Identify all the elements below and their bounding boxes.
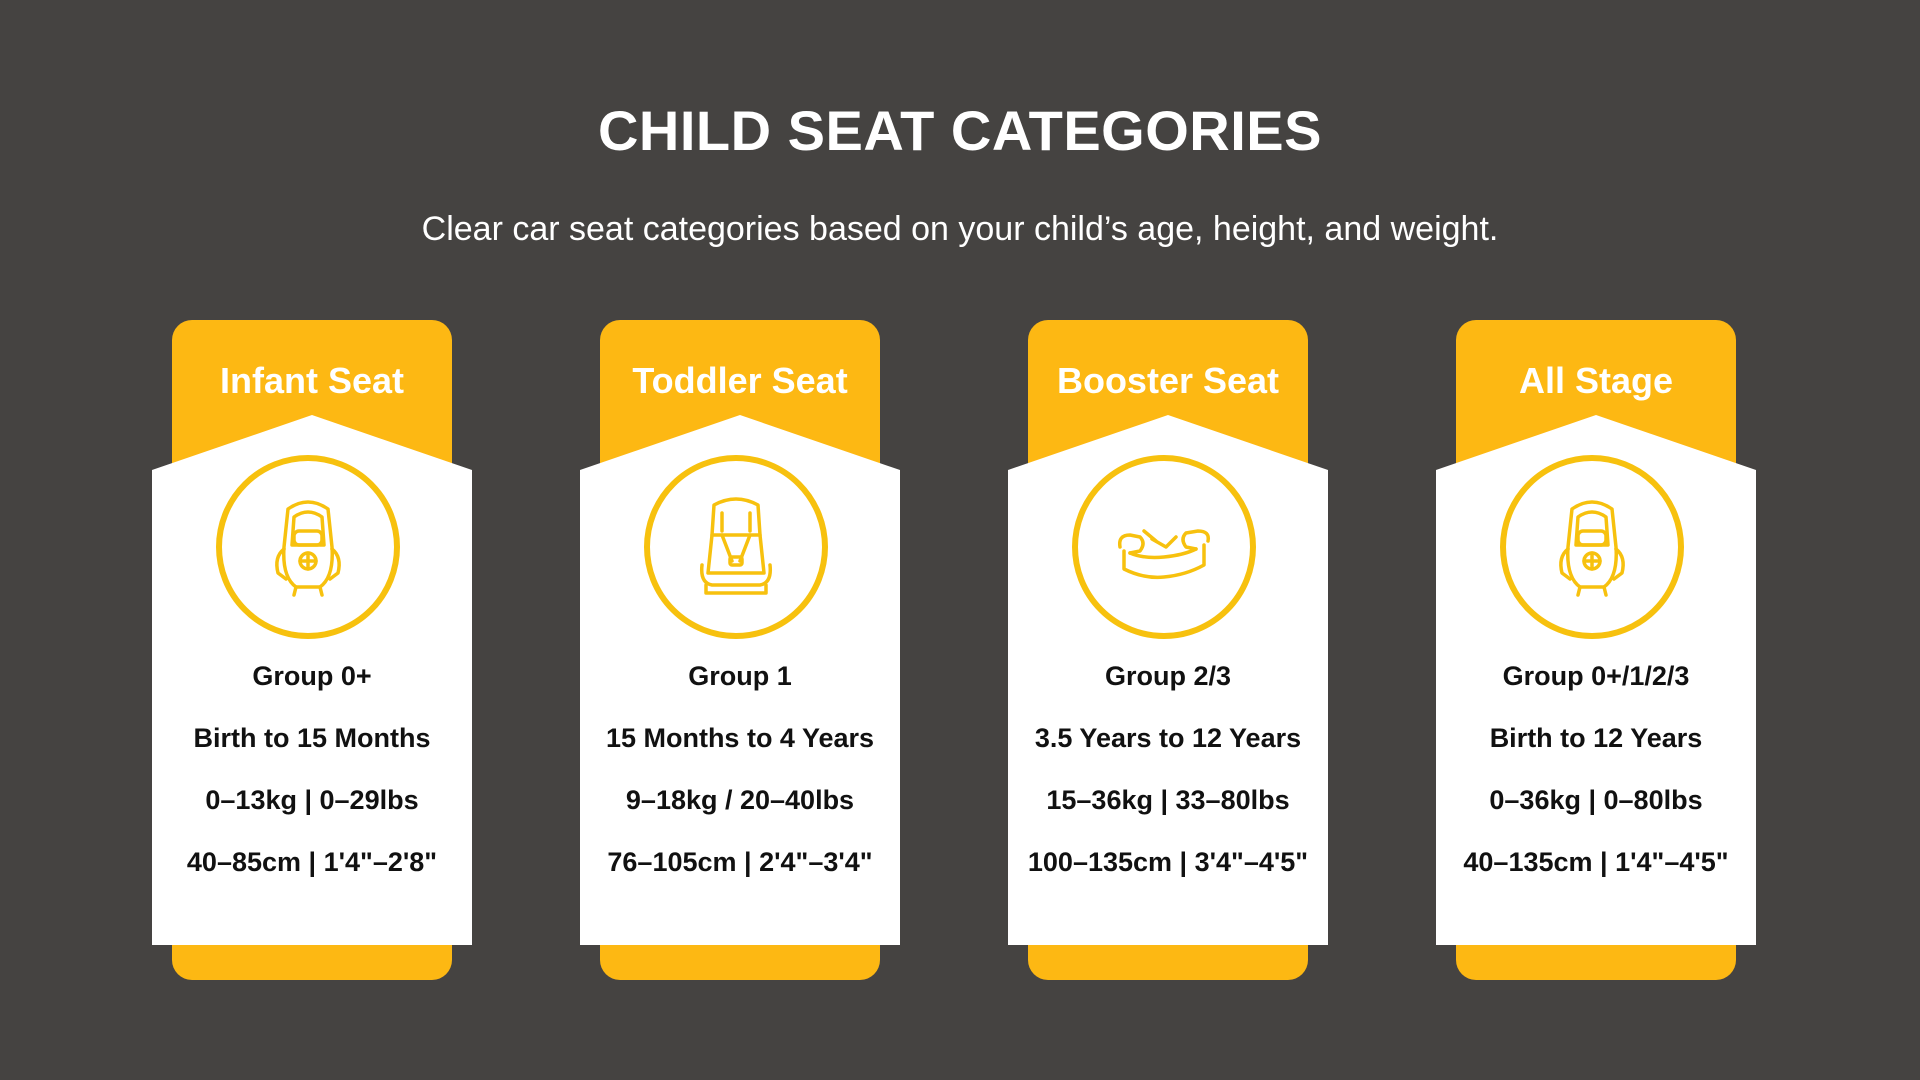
infant-carrier-icon bbox=[1532, 487, 1652, 607]
group-label: Group 1 bbox=[688, 661, 792, 691]
age-range: 15 Months to 4 Years bbox=[605, 723, 875, 753]
age-range: Birth to 12 Years bbox=[1489, 723, 1703, 753]
toddler-seat-icon bbox=[676, 487, 796, 607]
weight-range: 9–18kg / 20–40lbs bbox=[625, 785, 855, 815]
card-details bbox=[580, 645, 900, 893]
card-title: Booster Seat bbox=[1056, 360, 1280, 401]
card-title: Infant Seat bbox=[219, 360, 405, 401]
age-range: 3.5 Years to 12 Years bbox=[1034, 723, 1302, 753]
card-infant-seat bbox=[152, 320, 472, 980]
card-details bbox=[1436, 645, 1756, 893]
infant-carrier-icon bbox=[248, 487, 368, 607]
weight-range: 0–36kg | 0–80lbs bbox=[1489, 785, 1703, 815]
card-details bbox=[152, 645, 472, 893]
group-label: Group 0+/1/2/3 bbox=[1502, 661, 1690, 691]
group-label: Group 2/3 bbox=[1104, 661, 1232, 691]
height-range: 40–135cm | 1'4"–4'5" bbox=[1463, 847, 1729, 877]
page-subtitle: Clear car seat categories based on your child’s age, height, and weight. bbox=[421, 210, 1499, 248]
icon-circle bbox=[216, 455, 400, 639]
height-range: 100–135cm | 3'4"–4'5" bbox=[1027, 847, 1309, 877]
booster-seat-icon bbox=[1104, 487, 1224, 607]
page-title: CHILD SEAT CATEGORIES bbox=[597, 99, 1322, 162]
icon-circle bbox=[1500, 455, 1684, 639]
card-booster-seat bbox=[1008, 320, 1328, 980]
card-toddler-seat bbox=[580, 320, 900, 980]
icon-circle bbox=[644, 455, 828, 639]
height-range: 40–85cm | 1'4"–2'8" bbox=[186, 847, 438, 877]
group-label: Group 0+ bbox=[252, 661, 372, 691]
card-all-stage bbox=[1436, 320, 1756, 980]
card-title: Toddler Seat bbox=[632, 360, 848, 401]
height-range: 76–105cm | 2'4"–3'4" bbox=[607, 847, 873, 877]
icon-circle bbox=[1072, 455, 1256, 639]
age-range: Birth to 15 Months bbox=[193, 723, 431, 753]
card-details bbox=[1008, 645, 1328, 893]
weight-range: 15–36kg | 33–80lbs bbox=[1046, 785, 1290, 815]
weight-range: 0–13kg | 0–29lbs bbox=[205, 785, 419, 815]
card-title: All Stage bbox=[1518, 360, 1674, 401]
